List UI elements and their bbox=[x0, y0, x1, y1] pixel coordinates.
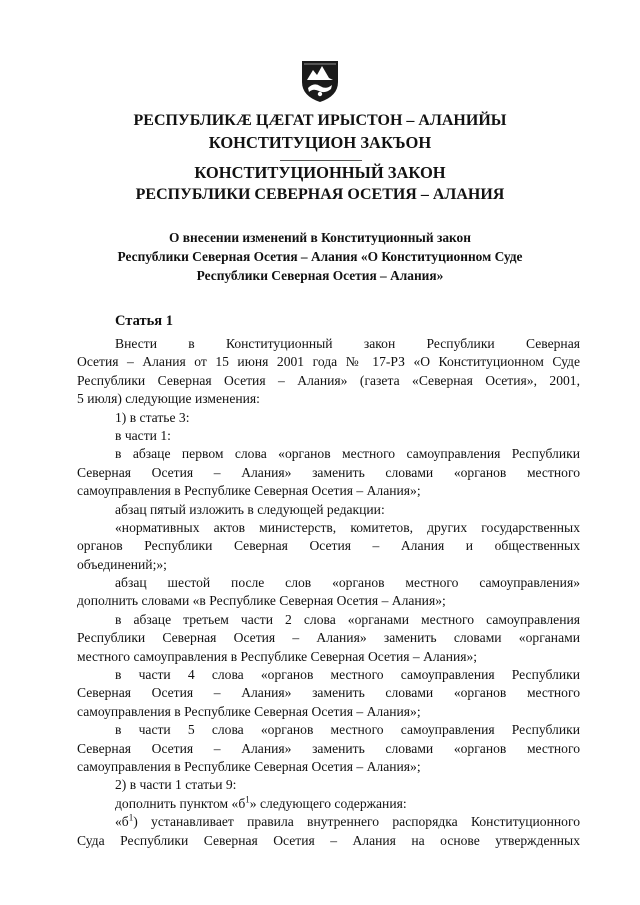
body-line: абзац шестой после слов «органов местного самоуправления» bbox=[115, 575, 580, 591]
body-line: Северная Осетия – Алания» заменить словами «органов местного bbox=[77, 685, 580, 701]
body-line: 5 июля) следующие изменения: bbox=[77, 391, 260, 407]
body-line: самоуправления в Республике Северная Осетия – Алания»; bbox=[77, 483, 421, 499]
supplement-pre: дополнить пунктом «б bbox=[115, 795, 246, 811]
body-line-final: Суда Республики Северная Осетия – Алания на основе утвержденных bbox=[77, 832, 580, 848]
body-line: в части 1: bbox=[115, 427, 171, 443]
article-heading: Статья 1 bbox=[115, 313, 173, 329]
header-divider bbox=[280, 160, 362, 161]
last-para-pre: «б bbox=[115, 814, 129, 830]
article-body bbox=[77, 335, 580, 850]
body-line: в части 5 слова «органов местного самоуправления Республики bbox=[115, 722, 580, 738]
coat-of-arms-icon bbox=[298, 58, 342, 104]
body-line: самоуправления в Республике Северная Осетия – Алания»; bbox=[77, 703, 421, 719]
body-line: абзац пятый изложить в следующей редакции: bbox=[115, 501, 385, 517]
header-constitutional-law: КОНСТИТУЦИОННЫЙ ЗАКОН bbox=[194, 163, 446, 182]
law-title bbox=[60, 228, 580, 285]
body-line: «нормативных актов министерств, комитетов, других государственных bbox=[115, 519, 580, 535]
body-line-supplement bbox=[77, 795, 580, 813]
header-republic-name: РЕСПУБЛИКИ СЕВЕРНАЯ ОСЕТИЯ – АЛАНИЯ bbox=[135, 186, 505, 203]
body-line: местного самоуправления в Республике Северная Осетия – Алания»; bbox=[77, 648, 478, 664]
body-line: в абзаце третьем части 2 слова «органами местного самоуправления bbox=[115, 611, 580, 627]
body-line: самоуправления в Республике Северная Осетия – Алания»; bbox=[77, 758, 421, 774]
body-lines bbox=[77, 335, 580, 795]
body-line: Осетия – Алания от 15 июня 2001 года № 17-РЗ «О Конституционном Суде bbox=[77, 354, 580, 370]
header-ossetian-republic: РЕСПУБЛИКӔ ЦӔГАТ ИРЫСТОН – АЛАНИЙЫ bbox=[133, 112, 507, 129]
supplement-post: » следующего содержания: bbox=[249, 795, 407, 811]
body-line: Республики Северная Осетия – Алания» (газета «Северная Осетия», 2001, bbox=[77, 372, 580, 388]
supplement-sup: 1 bbox=[245, 794, 250, 805]
body-line: дополнить словами «в Республике Северная Осетия – Алания»; bbox=[77, 593, 446, 609]
body-line: 2) в части 1 статьи 9: bbox=[115, 777, 237, 793]
body-line: Республики Северная Осетия – Алания» заменить словами «органами bbox=[77, 630, 580, 646]
law-title-line: Республики Северная Осетия – Алания» bbox=[196, 268, 444, 283]
body-line: 1) в статье 3: bbox=[115, 409, 190, 425]
law-title-line: О внесении изменений в Конституционный закон bbox=[169, 230, 471, 245]
last-para-post: ) устанавливает правила внутреннего распорядка Конституционного bbox=[133, 814, 580, 830]
body-line: в части 4 слова «органов местного самоуправления Республики bbox=[115, 667, 580, 683]
body-line: Внести в Конституционный закон Республики Северная bbox=[115, 336, 580, 351]
header-ossetian-law: КОНСТИТУЦИОН ЗАКЪОН bbox=[208, 133, 432, 152]
last-para-sup: 1 bbox=[128, 812, 134, 823]
body-line: объединений;»; bbox=[77, 556, 167, 572]
body-line: в абзаце первом слова «органов местного самоуправления Республики bbox=[115, 446, 580, 462]
body-line: органов Республики Северная Осетия – Алания и общественных bbox=[77, 538, 580, 554]
body-line: Северная Осетия – Алания» заменить словами «органов местного bbox=[77, 464, 580, 480]
law-title-line: Республики Северная Осетия – Алания «О Конституционном Суде bbox=[117, 249, 523, 264]
body-line: Северная Осетия – Алания» заменить словами «органов местного bbox=[77, 740, 580, 756]
body-line-last-para bbox=[77, 813, 580, 831]
